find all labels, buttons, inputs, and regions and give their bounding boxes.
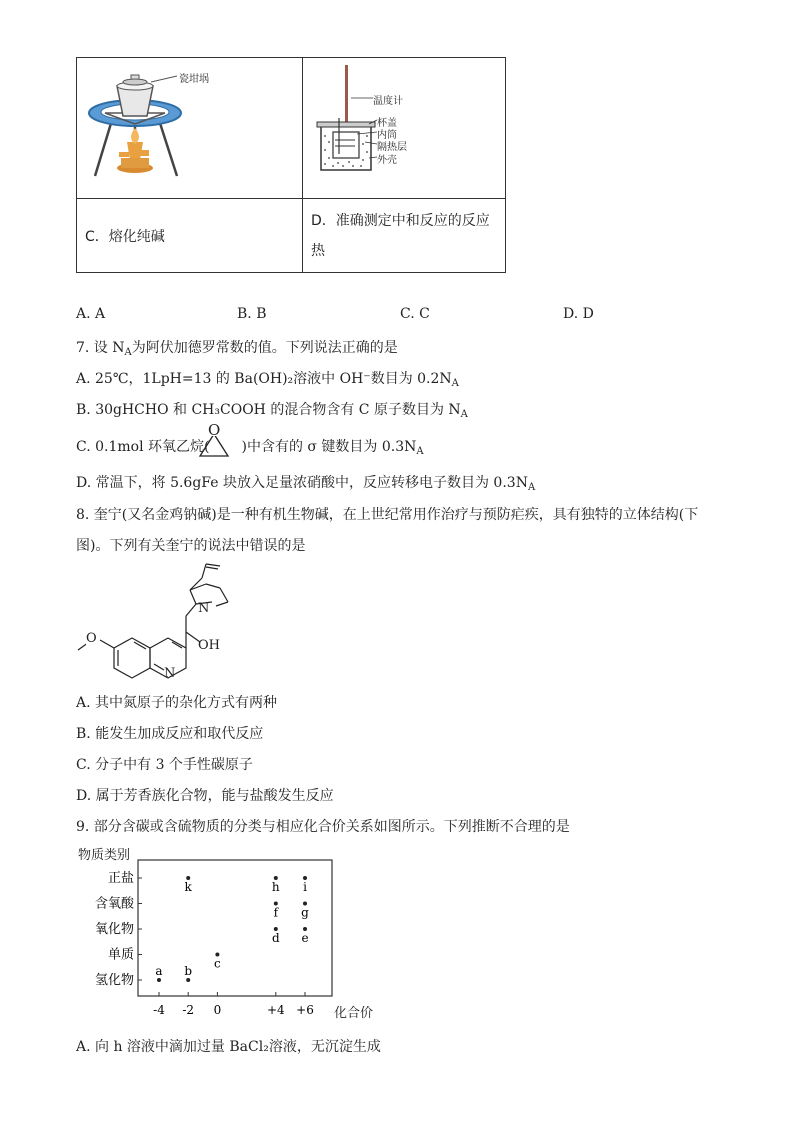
- q6-option-d: D. D: [563, 306, 594, 322]
- epoxide-o: O: [208, 421, 221, 439]
- cell-c-caption: [77, 199, 303, 273]
- q7-option-b: B. 30gHCHO 和 CH₃COOH 的混合物含有 C 原子数目为 $N_A$: [76, 402, 468, 420]
- y-category-label: 单质: [107, 947, 134, 963]
- c-caption: C．熔化纯碱: [85, 228, 165, 245]
- q8-option-d: D. 属于芳香族化合物，能与盐酸发生反应: [76, 788, 334, 804]
- x-tick-label: -2: [182, 1003, 195, 1017]
- label-insulation: 隔热层: [377, 142, 407, 153]
- q6-option-a: A. A: [76, 306, 106, 322]
- x-tick-label: 0: [213, 1003, 222, 1017]
- y-category-label: 氧化物: [94, 922, 134, 937]
- cell-c-figure: [77, 58, 303, 199]
- quinine-structure: [74, 560, 254, 680]
- q7-option-d: D. 常温下，将 5.6gFe 块放入足量浓硝酸中，反应转移电子数目为 $0.3N_A$: [76, 475, 536, 493]
- quinine-n-aromatic: N: [164, 666, 176, 681]
- crucible-label: 瓷坩埚: [179, 74, 209, 85]
- data-point-a: [157, 978, 161, 982]
- point-label-b: b: [184, 964, 193, 978]
- cell-d-figure: [303, 58, 506, 199]
- q7-option-c: C. 0.1mol 环氧乙烷( )中含有的 σ 键数目为 $0.3N_A$: [76, 439, 424, 457]
- q7-stem: 7. 设 $N_A$为阿伏加德罗常数的值。下列说法正确的是: [76, 340, 398, 358]
- q7-option-a: A. 25℃，1LpH=13 的 Ba(OH)₂溶液中 OH⁻数目为 $0.2N_A$: [76, 371, 459, 389]
- point-label-a: a: [155, 964, 163, 978]
- chart-ylabel: 物质类别: [78, 848, 131, 863]
- label-lid: 杯盖: [377, 118, 397, 129]
- cell-d-caption: [303, 199, 506, 273]
- q9-option-a: A. 向 h 溶液中滴加过量 BaCl₂溶液，无沉淀生成: [76, 1039, 381, 1055]
- point-label-k: k: [184, 880, 192, 894]
- point-label-e: e: [301, 931, 309, 945]
- point-label-f: f: [273, 905, 279, 920]
- point-label-g: g: [301, 905, 309, 920]
- q8-option-b: B. 能发生加成反应和取代反应: [76, 726, 264, 742]
- q8-option-a: A. 其中氮原子的杂化方式有两种: [76, 695, 278, 711]
- q9-stem: 9. 部分含碳或含硫物质的分类与相应化合价关系如图所示。下列推断不合理的是: [76, 819, 570, 835]
- quinine-n-bridgehead: N: [198, 601, 210, 616]
- label-shell: 外壳: [377, 155, 397, 166]
- label-thermometer: 温度计: [373, 96, 403, 107]
- x-tick-label: +6: [296, 1003, 314, 1017]
- data-point-b: [186, 978, 190, 982]
- point-label-d: d: [271, 931, 280, 945]
- quinine-o: O: [86, 631, 97, 646]
- y-category-label: 氢化物: [94, 973, 134, 988]
- q8-stem-line1: 8. 奎宁(又名金鸡钠碱)是一种有机生物碱，在上世纪常用作治疗与预防疟疾，具有独特的立体结构(下: [76, 507, 699, 523]
- point-label-h: h: [271, 880, 280, 894]
- d-caption-line2: 热: [311, 242, 325, 259]
- x-tick-label: +4: [266, 1003, 285, 1017]
- q6-option-c: C. C: [400, 306, 430, 322]
- point-label-i: i: [303, 880, 307, 894]
- apparatus-table: [76, 57, 506, 273]
- d-caption-line1: D．准确测定中和反应的反应: [311, 212, 490, 229]
- y-category-label: 含氧酸: [94, 896, 134, 912]
- q8-option-c: C. 分子中有 3 个手性碳原子: [76, 757, 253, 773]
- q8-stem-line2: 图)。下列有关奎宁的说法中错误的是: [76, 538, 306, 554]
- x-tick-label: -4: [153, 1003, 165, 1017]
- label-inner-cup: 内筒: [377, 130, 397, 141]
- point-label-c: c: [214, 956, 221, 971]
- calorimeter-figure: [303, 58, 505, 194]
- chart-xlabel: 化合价: [334, 1006, 374, 1021]
- quinine-oh: OH: [198, 638, 220, 653]
- q6-option-b: B. B: [237, 306, 267, 322]
- y-category-label: 正盐: [107, 871, 134, 886]
